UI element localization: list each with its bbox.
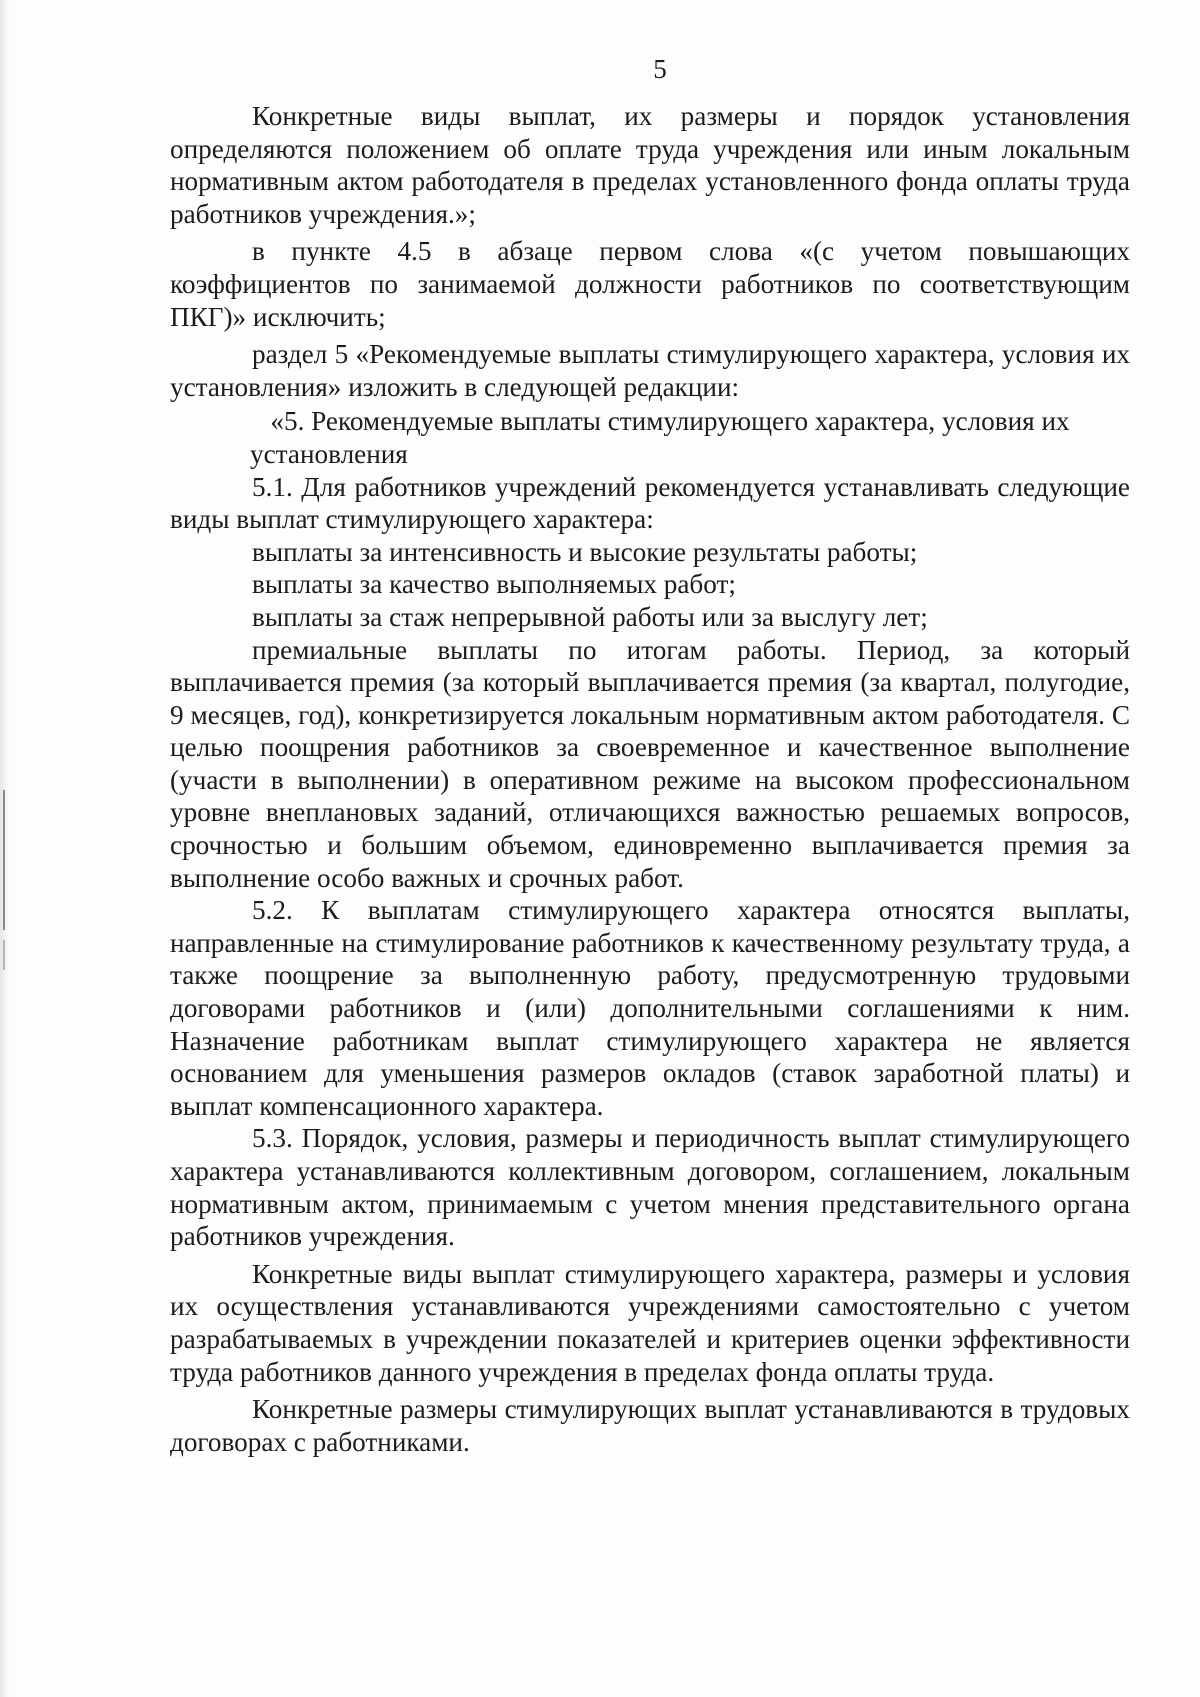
section-heading: «5. Рекомендуемые выплаты стимулирующего характера, условия их установления bbox=[250, 406, 1070, 469]
paragraph-specific-amounts: Конкретные размеры стимулирующих выплат устанавливаются в трудовых договорах с работниками. bbox=[170, 1394, 1130, 1457]
paragraph-5-2: 5.2. К выплатам стимулирующего характера относятся выплаты, направленные на стимулирование работников к качественному результату труда, а также поощрение за выполненную работу, предусмотренную трудовыми договорами работников и (или) дополнительными соглашениями к ним. Назначение работникам выплат стимулирующего характера не является основанием для уменьшения размеров окладов (ставок заработной платы) и выплат компенсационного характера. bbox=[170, 895, 1130, 1121]
list-item-bonus: премиальные выплаты по итогам работы. Период, за который выплачивается премия (за который выплачивается премия (за квартал, полугодие, 9 месяцев, год), конкретизируется локальным нормативным актом работодателя. С целью поощрения работников за своевременное и качественное выполнение (участи в выполнении) в оперативном режиме на высоком профессиональном уровне внеплановых заданий, отличающихся важностью решаемых вопросов, срочностью и большим объемом, единовременно выплачивается премия за выполнение особо важных и срочных работ. bbox=[170, 634, 1130, 893]
paragraph-section-5-intro: раздел 5 «Рекомендуемые выплаты стимулирующего характера, условия их установления» изложить в следующей редакции: bbox=[170, 339, 1130, 402]
paragraph-clause-4-5: в пункте 4.5 в абзаце первом слова «(с учетом повышающих коэффициентов по занимаемой должности работников по соответствующим ПКГ)» исключить; bbox=[170, 236, 1130, 332]
list-item-seniority: выплаты за стаж непрерывной работы или за выслугу лет; bbox=[252, 601, 928, 632]
page-number: 5 bbox=[653, 54, 667, 84]
document-body bbox=[170, 100, 1130, 1458]
paragraph-specific-types: Конкретные виды выплат стимулирующего характера, размеры и условия их осуществления устанавливаются учреждениями самостоятельно с учетом разрабатываемых в учреждении показателей и критериев оценки эффективности труда работников данного учреждения в пределах фонда оплаты труда. bbox=[170, 1258, 1130, 1387]
list-item-quality: выплаты за качество выполняемых работ; bbox=[252, 569, 736, 600]
scan-artifact-mark bbox=[3, 940, 5, 970]
scan-edge-shadow bbox=[0, 0, 10, 1697]
list-item-intensity: выплаты за интенсивность и высокие результаты работы; bbox=[252, 536, 918, 567]
paragraph-5-1: 5.1. Для работников учреждений рекомендуется устанавливать следующие виды выплат стимулирующего характера: bbox=[170, 471, 1130, 535]
paragraph-payment-types: Конкретные виды выплат, их размеры и порядок установления определяются положением об оплате труда учреждения или иным локальным нормативным актом работодателя в пределах установленного фонда оплаты труда работников учреждения.»; bbox=[170, 101, 1130, 229]
scan-artifact-mark bbox=[3, 790, 5, 930]
paragraph-5-3: 5.3. Порядок, условия, размеры и периодичность выплат стимулирующего характера устанавливаются коллективным договором, соглашением, локальным нормативным актом, принимаемым с учетом мнения представительного органа работников учреждения. bbox=[170, 1123, 1130, 1252]
